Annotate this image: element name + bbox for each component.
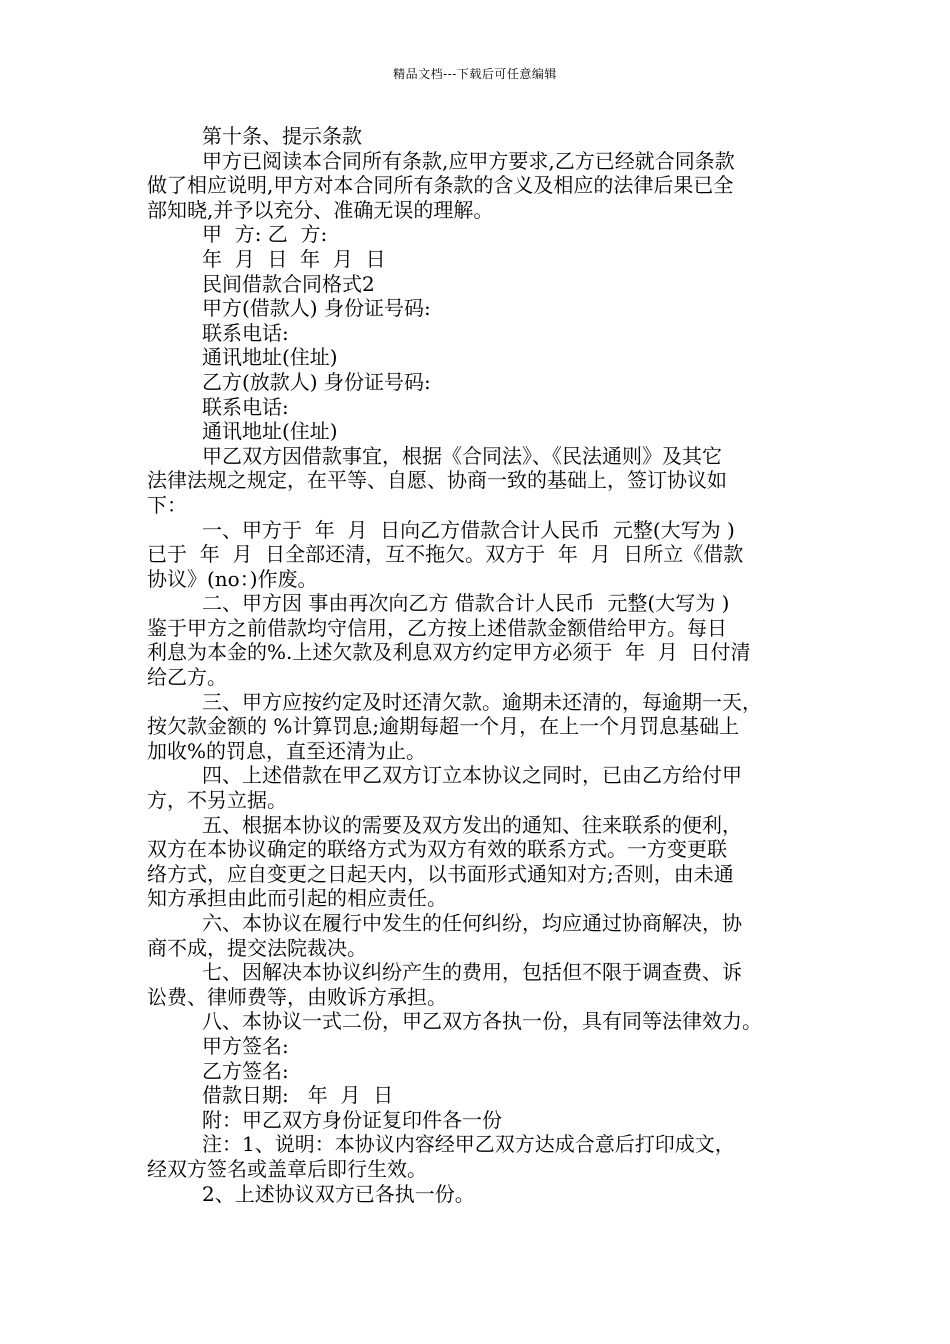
text-line: 甲方(借款人) 身份证号码: [202, 296, 431, 321]
text-line: 已于 年 月 日全部还清，互不拖欠。双方于 年 月 日所立《借款 [147, 542, 744, 567]
text-line: 部知晓,并予以充分、准确无误的理解。 [147, 197, 494, 222]
text-line: 附：甲乙双方身份证复印件各一份 [202, 1107, 502, 1132]
text-line: 协议》(no：)作废。 [147, 566, 318, 591]
text-line: 甲方签名: [202, 1033, 289, 1058]
text-line: 通讯地址(住址) [202, 419, 338, 444]
text-line: 乙方(放款人) 身份证号码: [202, 369, 431, 394]
text-line: 法律法规之规定，在平等、自愿、协商一致的基础上，签订协议如 [147, 468, 727, 493]
text-line: 联系电话: [202, 320, 289, 345]
text-line: 注：1、说明：本协议内容经甲乙双方达成合意后打印成文， [202, 1132, 735, 1157]
text-line: 方，不另立据。 [147, 788, 287, 813]
text-line: 加收%的罚息，直至还清为止。 [147, 738, 427, 763]
text-line: 鉴于甲方之前借款均守信用，乙方按上述借款金额借给甲方。每日 [147, 615, 727, 640]
text-line: 做了相应说明,甲方对本合同所有条款的含义及相应的法律后果已全 [147, 173, 734, 198]
text-line: 五、根据本协议的需要及双方发出的通知、往来联系的便利， [202, 812, 742, 837]
text-line: 甲 方: 乙 方: [202, 222, 328, 247]
text-line: 讼费、律师费等，由败诉方承担。 [147, 984, 447, 1009]
text-line: 民间借款合同格式2 [202, 271, 375, 296]
text-line: 七、因解决本协议纠纷产生的费用，包括但不限于调查费、诉 [202, 960, 742, 985]
text-line: 借款日期: 年 月 日 [202, 1083, 394, 1108]
text-line: 第十条、提示条款 [202, 124, 362, 148]
text-line: 乙方签名: [202, 1058, 289, 1083]
text-line: 利息为本金的%.上述欠款及利息双方约定甲方必须于 年 月 日付清 [147, 640, 751, 665]
text-line: 2、上述协议双方已各执一份。 [202, 1181, 475, 1206]
page-header: 精品文档---下载后可任意编辑 [393, 67, 557, 81]
text-line: 双方在本协议确定的联络方式为双方有效的联系方式。一方变更联 [147, 837, 727, 862]
text-line: 给乙方。 [147, 665, 227, 690]
text-line: 下： [147, 492, 187, 517]
text-line: 商不成，提交法院裁决。 [147, 935, 367, 960]
text-line: 甲乙双方因借款事宜，根据《合同法》、《民法通则》及其它 [202, 443, 722, 468]
text-line: 甲方已阅读本合同所有条款,应甲方要求,乙方已经就合同条款 [202, 148, 735, 173]
text-line: 按欠款金额的 %计算罚息;逾期每超一个月，在上一个月罚息基础上 [147, 714, 740, 739]
text-line: 络方式，应自变更之日起天内，以书面形式通知对方;否则，由未通 [147, 861, 734, 886]
text-line: 八、本协议一式二份，甲乙双方各执一份，具有同等法律效力。 [202, 1009, 762, 1034]
text-line: 三、甲方应按约定及时还清欠款。逾期未还清的，每逾期一天， [202, 689, 762, 714]
text-line: 四、上述借款在甲乙双方订立本协议之同时，已由乙方给付甲 [202, 763, 742, 788]
text-line: 一、甲方于 年 月 日向乙方借款合计人民币 元整(大写为 ) [202, 517, 735, 542]
text-line: 年 月 日 年 月 日 [202, 246, 386, 271]
document-body [147, 124, 823, 1206]
text-line: 六、本协议在履行中发生的任何纠纷，均应通过协商解决，协 [202, 911, 742, 935]
text-line: 联系电话: [202, 394, 289, 419]
text-line: 经双方签名或盖章后即行生效。 [147, 1156, 427, 1181]
text-line: 二、甲方因 事由再次向乙方 借款合计人民币 元整(大写为 ) [202, 591, 730, 616]
text-line: 知方承担由此而引起的相应责任。 [147, 886, 447, 911]
text-line: 通讯地址(住址) [202, 345, 338, 370]
